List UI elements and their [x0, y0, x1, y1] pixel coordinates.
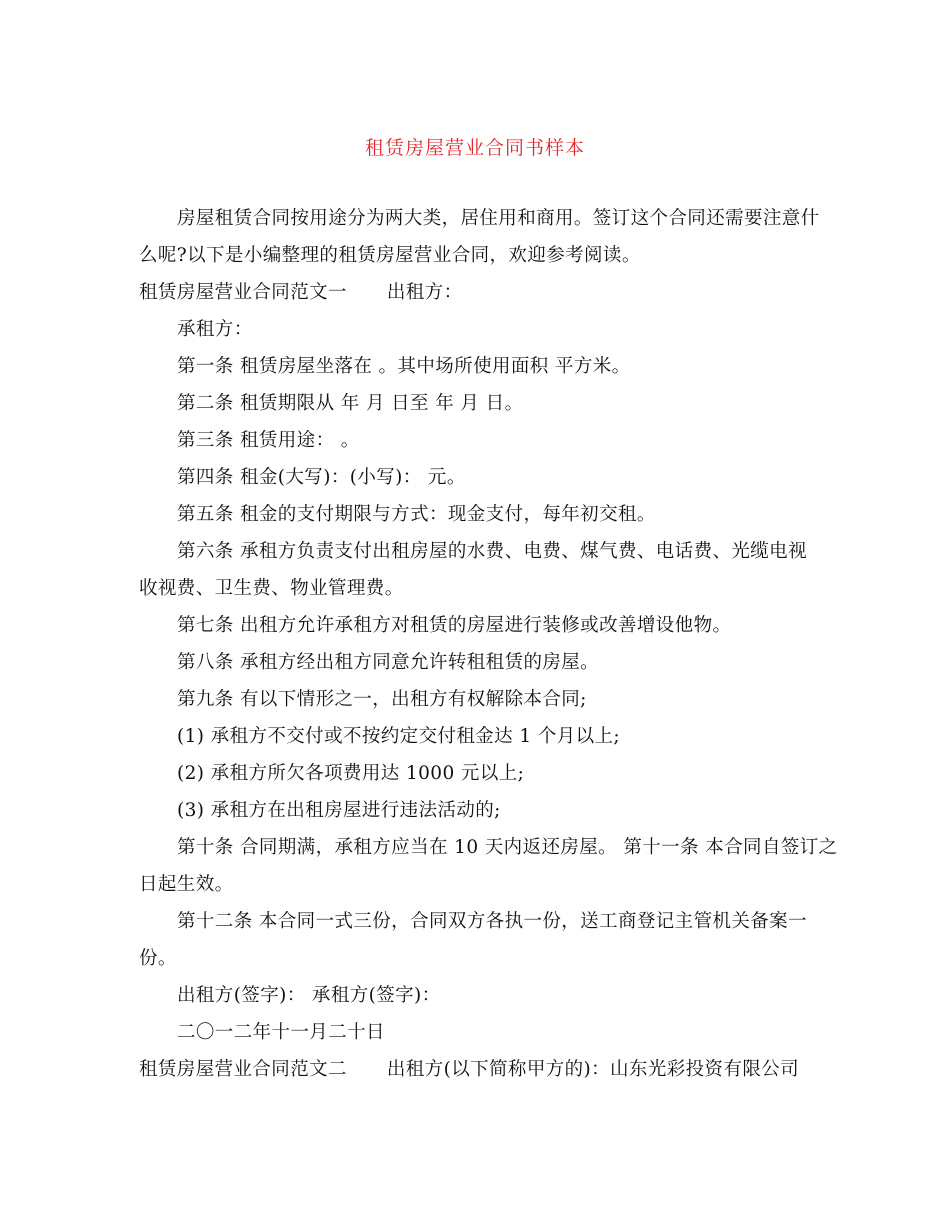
article-2: 第二条 租赁期限从 年 月 日至 年 月 日。: [177, 393, 524, 414]
article-12-line-1: 第十二条 本合同一式三份，合同双方各执一份，送工商登记主管机关备案一: [177, 911, 807, 932]
article-9-item-2: (2) 承租方所欠各项费用达 1000 元以上;: [177, 763, 525, 784]
article-1: 第一条 租赁房屋坐落在 。其中场所使用面积 平方米。: [177, 356, 631, 377]
article-9-item-3: (3) 承租方在出租房屋进行违法活动的;: [177, 800, 501, 821]
article-5: 第五条 租金的支付期限与方式：现金支付，每年初交租。: [177, 504, 656, 525]
article-10-line-2: 日起生效。: [139, 874, 234, 895]
article-4: 第四条 租金(大写)：(小写)： 元。: [177, 467, 466, 488]
sample1-lessee: 承租方：: [177, 319, 253, 340]
intro-line-1: 房屋租赁合同按用途分为两大类，居住用和商用。签订这个合同还需要注意什: [177, 208, 820, 229]
article-12-line-2: 份。: [139, 948, 177, 969]
signature-line: 出租方(签字)： 承租方(签字)：: [177, 985, 441, 1006]
article-6-line-2: 收视费、卫生费、物业管理费。: [139, 578, 404, 599]
article-8: 第八条 承租方经出租方同意允许转租租赁的房屋。: [177, 652, 600, 673]
sample2-heading: 租赁房屋营业合同范文二: [139, 1059, 347, 1080]
sample1-heading-row: [139, 280, 463, 306]
article-7: 第七条 出租方允许承租方对租赁的房屋进行装修或改善增设他物。: [177, 615, 732, 636]
contract-date: 二〇一二年十一月二十日: [177, 1022, 385, 1043]
sample2-lessor: 出租方(以下简称甲方的)：山东光彩投资有限公司: [386, 1059, 800, 1080]
article-6-line-1: 第六条 承租方负责支付出租房屋的水费、电费、煤气费、电话费、光缆电视: [177, 541, 807, 562]
article-9: 第九条 有以下情形之一，出租方有权解除本合同;: [177, 689, 587, 710]
document-title: 租赁房屋营业合同书样本: [364, 137, 585, 159]
article-3: 第三条 租赁用途： 。: [177, 430, 360, 451]
sample1-heading: 租赁房屋营业合同范文一: [139, 282, 347, 303]
article-9-item-1: (1) 承租方不交付或不按约定交付租金达 1 个月以上;: [177, 726, 621, 747]
sample2-heading-row: [139, 1057, 799, 1083]
sample1-lessor: 出租方：: [386, 282, 463, 303]
article-10-line-1: 第十条 合同期满，承租方应当在 10 天内返还房屋。 第十一条 本合同自签订之: [177, 837, 838, 858]
intro-line-2: 么呢?以下是小编整理的租赁房屋营业合同，欢迎参考阅读。: [139, 245, 641, 266]
